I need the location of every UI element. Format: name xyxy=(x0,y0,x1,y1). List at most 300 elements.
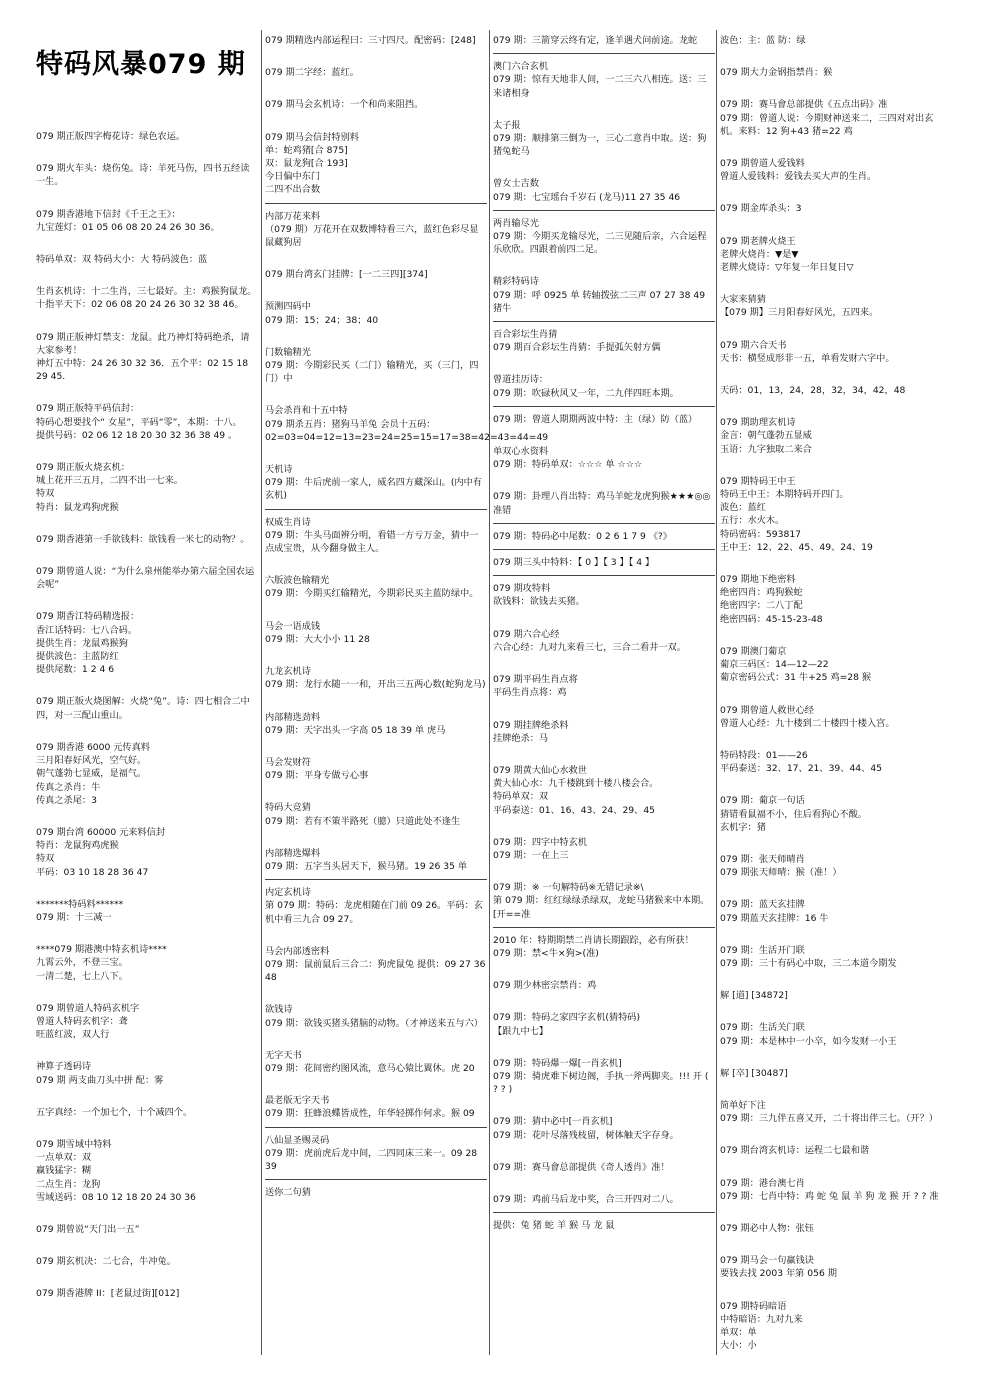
block-heading: 079 期六合心经 xyxy=(493,628,560,640)
block-line: 要钱去找 2003 年第 056 期 xyxy=(720,1268,837,1280)
spacer xyxy=(265,651,487,665)
block-heading: 079 期正版四字梅花诗：绿色农运。 xyxy=(36,131,186,142)
block-heading: 079 期马会玄机诗：一个和尚来阻挡。 xyxy=(265,99,424,111)
block-line: 单：蛇鸡猪[合 875] xyxy=(265,144,348,156)
spacer xyxy=(36,1306,258,1320)
spacer xyxy=(720,975,945,989)
block-heading: 079 期精选内部运程曰：三寸四尺。配密码：[248] xyxy=(265,35,476,46)
block-heading: 简单好下注 xyxy=(720,1099,766,1111)
block-heading: 079 期：卦理八肖出特：鸡马羊蛇龙虎狗猴★★★◎◎准错 xyxy=(493,491,711,516)
text-block xyxy=(720,794,945,834)
spacer xyxy=(265,286,487,300)
block-line: 提供波色：主蓝防红 xyxy=(36,651,119,663)
block-line: 传真之杀尾：3 xyxy=(36,794,97,806)
block-heading: 生肖玄机诗：十二生肖，三七最好。主：鸡猴狗鼠龙。 xyxy=(36,286,257,298)
text-block xyxy=(720,1099,945,1125)
text-block xyxy=(265,346,487,386)
block-heading: 079 期正版神灯禁支：龙鼠。此乃神灯特码绝杀，请大家参考！ xyxy=(36,331,250,356)
text-block xyxy=(493,979,715,992)
text-block xyxy=(493,719,715,745)
block-heading: 079 期：特码爆一爆[一肖玄机] xyxy=(493,1057,622,1069)
text-block xyxy=(493,1193,715,1213)
block-heading: 079 期火车头：烧伤兔。诗：羊死马伤，四书五经读一生。 xyxy=(36,163,250,188)
block-heading: 079 期：特码之家四字玄机(猜特码) xyxy=(493,1012,641,1024)
block-line: 079 期：骑虎难下树边阁，手执一斧两脚夹。!!! 开 ( ? ? ) xyxy=(493,1070,712,1096)
text-block xyxy=(36,1223,258,1236)
text-block xyxy=(720,339,945,365)
text-block xyxy=(265,300,487,326)
block-line: 079 期：虎前虎后龙中间，二四同床三来一。09 28 39 xyxy=(265,1147,481,1172)
block-line: 079 期蓝天玄挂牌：16 牛 xyxy=(720,912,829,924)
text-block xyxy=(265,131,487,204)
spacer xyxy=(720,1286,945,1300)
block-heading: 079 期挂牌绝杀料 xyxy=(493,719,569,731)
spacer xyxy=(493,614,715,628)
spacer xyxy=(493,997,715,1011)
block-line: 二点生肖：龙狗 xyxy=(36,1178,101,1190)
spacer xyxy=(265,606,487,620)
block-line: 绝密四码：45-15-23-48 xyxy=(720,613,823,625)
column-divider xyxy=(261,30,262,1355)
block-line: 079 期：平身专做亏心事 xyxy=(265,770,369,782)
block-line: 079 期：欲钱买猪头猪脑的动物。（才神送来五与六） xyxy=(265,1017,483,1029)
spacer xyxy=(493,261,715,275)
spacer xyxy=(493,476,715,490)
spacer xyxy=(493,1237,715,1251)
text-block xyxy=(493,556,715,576)
text-block xyxy=(493,328,715,354)
text-block xyxy=(265,801,487,827)
text-block xyxy=(720,202,945,215)
block-heading: 079 期：三箭穿云终有定，逢羊遇犬问前途。龙蛇 xyxy=(493,35,698,46)
text-block xyxy=(36,943,258,983)
text-block xyxy=(265,1094,487,1127)
block-heading: 079 期：特码必中尾数：0 2 6 1 7 9 《?》 xyxy=(493,530,672,542)
block-line: 079 期：十三减一 xyxy=(36,911,112,923)
block-heading: 079 期地下绝密料 xyxy=(720,574,796,586)
spacer xyxy=(36,1273,258,1287)
spacer xyxy=(36,1241,258,1255)
text-block xyxy=(720,66,945,79)
block-heading: 079 期：鸡前马后龙中奖，合三开四对二八。 xyxy=(493,1193,679,1205)
text-block xyxy=(36,1060,258,1086)
block-heading: 解 [道] [34872] xyxy=(720,990,788,1002)
spacer xyxy=(265,742,487,756)
block-line: 特码心想要找个“ 女星”，平码“零”，本期：十八。 xyxy=(36,416,242,428)
text-block xyxy=(720,1021,945,1047)
block-heading: 曾女士吉数 xyxy=(493,178,539,190)
block-heading: 079 期特码王中王 xyxy=(720,475,796,487)
block-heading: 079 期正版火烧图解：火烧“兔”。诗：四七相合二中四，对一三配山重山。 xyxy=(36,696,250,721)
text-block xyxy=(720,98,945,138)
text-block xyxy=(36,533,258,546)
block-line: 079 期：龙行水随一一和，开出三五两心数(蛇狗龙马) xyxy=(265,679,486,691)
spacer xyxy=(493,1043,715,1057)
block-heading: 权威生肖诗 xyxy=(265,516,311,528)
block-heading: 079 期正版特平码信封： xyxy=(36,403,140,415)
block-heading: 079 期：曾道人期期两波中特：主（绿）防（蓝） xyxy=(493,413,698,425)
text-block xyxy=(493,582,715,608)
spacer xyxy=(720,780,945,794)
block-line: 079 期：今期买红输精光，今期彩民买主蓝防绿中。 xyxy=(265,588,479,600)
block-heading: 079 期大力金钢指禁肖：猴 xyxy=(720,67,833,79)
text-block xyxy=(36,402,258,442)
block-line: 提供尾数：1 2 4 6 xyxy=(36,664,115,676)
block-heading: 079 期：蓝天玄挂牌 xyxy=(720,899,805,911)
text-block xyxy=(720,749,945,775)
block-line: 提供号码：02 06 12 18 20 30 32 36 38 49 。 xyxy=(36,429,238,441)
text-block xyxy=(265,66,487,79)
text-block xyxy=(720,645,945,685)
block-line: 曾道人心经：九十楼到二十楼四十楼入宫。 xyxy=(720,717,895,729)
spacer xyxy=(720,52,945,66)
text-block xyxy=(493,217,715,257)
spacer xyxy=(720,1208,945,1222)
block-heading: 特码单双：双 特码大小：大 特码波色：蓝 xyxy=(36,254,208,266)
text-block xyxy=(265,1186,487,1199)
spacer xyxy=(36,317,258,331)
spacer xyxy=(36,727,258,741)
block-line: 曾道人特码玄机字：聋 xyxy=(36,1015,128,1027)
spacer xyxy=(720,325,945,339)
spacer xyxy=(720,221,945,235)
block-heading: 079 期少林密宗禁肖：鸡 xyxy=(493,980,597,992)
spacer xyxy=(493,1101,715,1115)
block-line: 金言：朝气蓬勃五显威 xyxy=(720,430,812,442)
block-line: 绝密四肖：鸡狗猴蛇 xyxy=(720,587,803,599)
block-heading: 预测四码中 xyxy=(265,301,311,313)
block-line: 平码：03 10 18 28 36 47 xyxy=(36,866,149,878)
spacer xyxy=(36,884,258,898)
text-block xyxy=(36,253,258,266)
text-block xyxy=(493,1057,715,1097)
block-line: 欲钱料：欲钱去买猪。 xyxy=(493,596,585,608)
spacer xyxy=(36,1092,258,1106)
block-heading: 079 期雪域中特料 xyxy=(36,1138,112,1150)
page-title: 特码风暴079 期 xyxy=(36,49,246,80)
block-line: 玄机字：猪 xyxy=(720,821,766,833)
block-line: 079 期：本是林中一小卒，如今发财一小王 xyxy=(720,1035,897,1047)
text-block xyxy=(493,530,715,550)
text-block xyxy=(493,673,715,699)
block-heading: 单双心水资料 xyxy=(493,446,549,458)
text-block xyxy=(36,1255,258,1268)
block-heading: 天码：01，13，24，28，32，34，42，48 xyxy=(720,385,906,397)
block-line: 079 期杀五肖：猪狗马羊兔 会员十五码：02=03=04=12=13=23=24=25=15=17=38=42=43=44=49 xyxy=(265,418,549,443)
text-block xyxy=(265,847,487,880)
spacer xyxy=(493,867,715,881)
text-block xyxy=(265,210,487,250)
text-block xyxy=(720,235,945,275)
spacer xyxy=(36,929,258,943)
text-block xyxy=(265,268,487,281)
block-heading: 079 期香江特码精选报： xyxy=(36,611,140,623)
block-heading: 079 期：港台澳七肖 xyxy=(720,1177,805,1189)
block-line: 第 079 期：红红绿绿杀绿双，龙蛇马猪猴来中本期。[开==准 xyxy=(493,895,710,920)
text-block xyxy=(720,293,945,319)
block-line: 香江话特码：七八合码。 xyxy=(36,624,138,636)
text-block xyxy=(493,413,715,426)
text-block xyxy=(265,620,487,646)
block-line: 079 期百合彩坛生肖猜：手提弧矢射方偶 xyxy=(493,342,661,354)
column-4 xyxy=(720,34,945,1371)
spacer xyxy=(265,697,487,711)
text-block xyxy=(36,898,258,924)
text-block xyxy=(493,275,715,322)
text-block xyxy=(720,1222,945,1235)
block-line: 079 期：特码单双：☆☆☆ 单 ☆☆☆ xyxy=(493,459,643,471)
block-line: 九霄云外，不登三宝。 xyxy=(36,957,128,969)
spacer xyxy=(493,1147,715,1161)
spacer xyxy=(720,1130,945,1144)
text-block xyxy=(720,384,945,397)
text-block xyxy=(265,1049,487,1075)
text-block xyxy=(720,1254,945,1280)
text-block xyxy=(493,119,715,159)
block-line: 城上花开三五月，二四不出一七来。 xyxy=(36,475,183,487)
block-line: 079 期：顺排第三倒为一，三心二意肖中取。送：狗猪兔蛇马 xyxy=(493,133,707,158)
block-line: 黄大仙心水：九千楼跳到十楼八楼会合。 xyxy=(493,778,659,790)
spacer xyxy=(493,359,715,373)
block-line: 猜错看鼠福不小，住后看狗心不酸。 xyxy=(720,808,867,820)
block-heading: 内定玄机诗 xyxy=(265,887,311,899)
spacer xyxy=(720,559,945,573)
block-line: 五行：水火木。 xyxy=(720,515,785,527)
block-line: 079 期：大大小小 11 28 xyxy=(265,633,370,645)
block-line: 【跟九中七】 xyxy=(493,1025,549,1037)
text-block xyxy=(265,945,487,985)
text-block xyxy=(493,1161,715,1174)
block-line: 二四不出合数 xyxy=(265,184,321,196)
spacer xyxy=(720,1085,945,1099)
block-line: 玉语：九字独取二来合 xyxy=(720,443,812,455)
block-line: 特码单双：双 xyxy=(493,791,549,803)
text-block xyxy=(720,1300,945,1353)
spacer xyxy=(720,735,945,749)
column-divider xyxy=(489,30,490,1355)
spacer xyxy=(265,931,487,945)
spacer xyxy=(493,163,715,177)
block-heading: 079 期曾道人说：“为什么泉州能举办第六届全国农运会呢” xyxy=(36,566,255,591)
block-line: 双：鼠龙狗[合 193] xyxy=(265,158,348,170)
spacer xyxy=(36,148,258,162)
block-line: 三月阳春好风光，空气好。 xyxy=(36,755,147,767)
block-heading: 五字真经：一个加七个，十个减四个。 xyxy=(36,1106,193,1118)
block-heading: 解 [卒] [30487] xyxy=(720,1067,788,1079)
text-block xyxy=(493,490,715,523)
block-heading: 079 期：生活关门联 xyxy=(720,1022,805,1034)
text-block xyxy=(265,1003,487,1029)
block-line: 特肖：鼠龙鸡狗虎猴 xyxy=(36,501,119,513)
block-line: 神灯五中特：24 26 30 32 36．五个平：02 15 18 29 45. xyxy=(36,358,252,383)
text-block xyxy=(265,574,487,600)
block-heading: 079 期：葡京一句话 xyxy=(720,795,805,807)
text-block xyxy=(36,1287,258,1300)
block-heading: ****079 期港澳中特玄机诗**** xyxy=(36,944,167,956)
text-block xyxy=(265,886,487,926)
text-block xyxy=(720,944,945,970)
block-line: 079 期：呼 0925 单 转轴拨弦二三声 07 27 38 49 猪牛 xyxy=(493,289,709,314)
block-heading: 079 期平码生肖点将 xyxy=(493,674,578,686)
text-block xyxy=(493,373,715,406)
block-heading: 079 期澳门葡京 xyxy=(720,645,787,657)
spacer xyxy=(36,812,258,826)
block-heading: 079 期玄机决：二七合，牛冲兔。 xyxy=(36,1256,176,1268)
block-line: （079 期）万花开在双数博特看三六，蓝红色彩尽显鼠藏狗居 xyxy=(265,223,479,249)
column-divider xyxy=(716,30,717,1355)
text-block xyxy=(493,1115,715,1141)
spacer xyxy=(720,1053,945,1067)
block-line: 雪域送码：08 10 12 18 20 24 30 36 xyxy=(36,1191,196,1203)
block-heading: 内部万花来料 xyxy=(265,210,321,222)
block-heading: 曾道挂历诗： xyxy=(493,374,549,386)
spacer xyxy=(36,194,258,208)
block-heading: 079 期曾说“天门出一五” xyxy=(36,1223,140,1235)
spacer xyxy=(493,965,715,979)
text-block xyxy=(36,565,258,591)
block-heading: 079 期金库杀头：3 xyxy=(720,203,802,215)
text-block xyxy=(720,573,945,626)
block-heading: 天机诗 xyxy=(265,464,293,476)
block-heading: 门数输精光 xyxy=(265,346,311,358)
spacer xyxy=(265,833,487,847)
block-line: 王中王：12、22、45、49、24、19 xyxy=(720,541,873,553)
block-heading: 2010 年：特期期禁二肖请长期跟踪，必有所获！ xyxy=(493,934,694,946)
block-line: 葡京密码公式：31 牛+25 鸡=28 猴 xyxy=(720,672,872,684)
block-heading: 神算子透码诗 xyxy=(36,1061,92,1073)
text-block xyxy=(720,1067,945,1080)
spacer xyxy=(36,596,258,610)
block-heading: 八仙显圣赐灵码 xyxy=(265,1134,330,1146)
spacer xyxy=(265,989,487,1003)
block-heading: 079 期二字经：蓝红。 xyxy=(265,67,359,79)
block-heading: 079 期：生活开门联 xyxy=(720,944,805,956)
block-line: 提供生肖：龙鼠鸡猴狗 xyxy=(36,637,128,649)
block-line: 旺蓝红波，双人行 xyxy=(36,1029,110,1041)
block-heading: 马会内部透密料 xyxy=(265,945,330,957)
block-heading: 精彩特码诗 xyxy=(493,276,539,288)
text-block xyxy=(265,711,487,737)
block-heading: 两肖输尽光 xyxy=(493,217,539,229)
spacer xyxy=(720,143,945,157)
spacer xyxy=(265,560,487,574)
column-3 xyxy=(493,34,715,1251)
block-heading: 大家来猜猜 xyxy=(720,294,766,306)
block-heading: 百合彩坛生肖猜 xyxy=(493,329,558,341)
text-block xyxy=(493,881,715,928)
spacer xyxy=(36,388,258,402)
text-block xyxy=(36,162,258,188)
spacer xyxy=(265,254,487,268)
block-line: 平码生肖点将：鸡 xyxy=(493,687,567,699)
block-heading: 079 期三头中特料：【 0 】【 3 】【 4 】 xyxy=(493,557,655,569)
block-line: 老牌火烧诗：▽年复一年日复日▽ xyxy=(720,262,854,274)
text-block xyxy=(493,34,715,54)
spacer xyxy=(720,188,945,202)
block-heading: 澳门六合玄机 xyxy=(493,61,549,73)
block-heading: 马会杀肖和十五中特 xyxy=(265,405,348,417)
spacer xyxy=(265,390,487,404)
text-block xyxy=(493,628,715,654)
text-block xyxy=(493,445,715,471)
block-heading: 内部精选劲料 xyxy=(265,711,321,723)
spacer xyxy=(36,1209,258,1223)
block-line: 079 期：禁<牛×狗>(准) xyxy=(493,947,599,959)
block-heading: 079 期：※ 一句解特码※无错记录※\ xyxy=(493,882,644,894)
block-line: 绝密四字：二八丁配 xyxy=(720,600,803,612)
block-heading: *******特码料****** xyxy=(36,898,124,910)
block-heading: 太子报 xyxy=(493,119,521,131)
spacer xyxy=(36,988,258,1002)
text-block xyxy=(265,98,487,111)
block-heading: 九龙玄机诗 xyxy=(265,666,311,678)
block-heading: 欲钱诗 xyxy=(265,1004,293,1016)
spacer xyxy=(720,884,945,898)
block-line: 九宝莲灯：01 05 06 08 20 24 26 30 36。 xyxy=(36,221,220,233)
spacer xyxy=(493,750,715,764)
text-block xyxy=(36,610,258,676)
block-line: 079 期：今期彩民买（二门）输精光，买（三门，四门）中 xyxy=(265,360,479,385)
block-line: 079 期：若有不策半路死（臆）只道此处不逢生 xyxy=(265,815,461,827)
text-block xyxy=(493,60,715,100)
block-heading: 特码大竞猜 xyxy=(265,802,311,814)
spacer xyxy=(493,659,715,673)
block-heading: 079 期必中人物：张钰 xyxy=(720,1222,814,1234)
block-heading: 079 期马会信封特别料 xyxy=(265,131,359,143)
block-heading: 079 期特码暗语 xyxy=(720,1300,787,1312)
block-line: 079 期：牛头马面辨分明，看错一方亏万金，猜中一点成宝贵，从今翻身做主人。 xyxy=(265,529,479,555)
spacer xyxy=(720,279,945,293)
text-block xyxy=(36,826,258,879)
text-block xyxy=(720,157,945,183)
block-line: 第 079 期：特码：龙虎相随在门前 09 26。平码：玄机中看三九合 09 27。 xyxy=(265,900,483,925)
block-line: 十指平天下：02 06 08 20 24 26 30 32 38 46。 xyxy=(36,299,244,311)
text-block xyxy=(265,404,549,444)
block-line: 葡京三码区：14—12—22 xyxy=(720,659,829,671)
spacer xyxy=(493,1179,715,1193)
block-line: 079 期：五字当头居天下，猴马猪。19 26 35 单 xyxy=(265,860,468,872)
block-line: 079 期：七宝瑶台千岁石 (龙马)11 27 35 46 xyxy=(493,191,681,203)
block-heading: 079 期曾道人救世心经 xyxy=(720,704,814,716)
block-line: 079 期：三九伴五喜又开，二十将出伴三七。（开？） xyxy=(720,1113,938,1125)
block-line: 一点单双：双 xyxy=(36,1152,92,1164)
block-heading: 079 期香港牌 II：[老鼠过街][012] xyxy=(36,1288,180,1300)
block-line: 079 期：三十有码心中取，三二本道今期发 xyxy=(720,957,897,969)
text-block xyxy=(36,695,258,721)
block-line: 079 期：花间密约图风流，意马心猿比翼休。虎 20 xyxy=(265,1062,475,1074)
block-heading: 079 期香港地下信封《千王之王》： xyxy=(36,208,181,220)
block-heading: 马会一语成钱 xyxy=(265,620,321,632)
text-block xyxy=(493,1219,715,1232)
block-line: 老牌火烧肖：▼是▼ xyxy=(720,248,799,260)
block-heading: 079 期台湾玄机诗：运程二七最和谐 xyxy=(720,1145,870,1157)
block-heading: 提供：兔 猪 蛇 羊 猴 马 龙 鼠 xyxy=(493,1220,615,1232)
block-heading: 079 期：猜中必中[一肖玄机] xyxy=(493,1116,613,1128)
block-line: 特肖：龙鼠狗鸡虎猴 xyxy=(36,840,119,852)
spacer xyxy=(720,690,945,704)
text-block xyxy=(720,416,945,456)
block-line: 单双：单 xyxy=(720,1326,757,1338)
spacer xyxy=(720,1007,945,1021)
spacer xyxy=(36,551,258,565)
spacer xyxy=(720,631,945,645)
text-block xyxy=(720,1177,945,1203)
spacer xyxy=(493,822,715,836)
text-block xyxy=(36,461,258,514)
text-block xyxy=(36,1138,258,1204)
text-block xyxy=(265,516,487,556)
block-heading: 079 期香港第一手欲钱料：欲钱看一米七的动物？。 xyxy=(36,533,250,545)
